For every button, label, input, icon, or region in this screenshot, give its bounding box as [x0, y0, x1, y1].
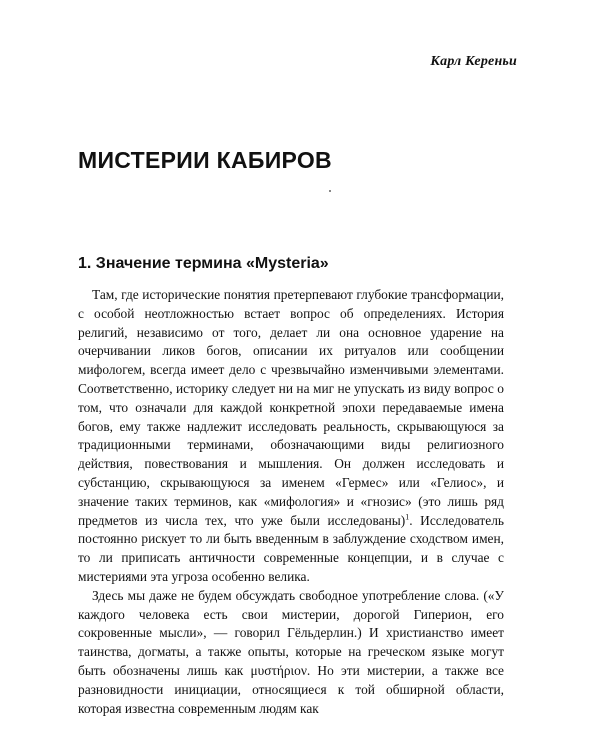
paragraph-1-text: Там, где исторические понятия претерпевают глубокие трансформации, с особой неотложностью встает вопрос об определениях. История религий, независимо от того, делает ли она основное ударение на очерчивании ликов богов, описании их ритуалов или сообщении мифологем, всегда имеет дело с чрезвычайно изменчивыми элементами. Соответственно, историку следует ни на миг не упускать из виду вопрос о том, что означали для каждой конкретной эпохи передаваемые имена богов, ему также надлежит исследовать реальность, скрывающуюся за традиционными терминами, обозначающими виды религиозного действия, повествования и мышления. Он должен исследовать и субстанцию, скрывающуюся за именем «Гермес» или «Гелиос», и значение таких терминов, как «мифология» и «гнозис» (это лишь ряд предметов из числа тех, что уже были исследованы) [78, 287, 504, 528]
chapter-title: МИСТЕРИИ КАБИРОВ [78, 147, 332, 173]
print-speck [329, 190, 331, 192]
paragraph-1 [78, 286, 504, 587]
paragraph-1-text-continued: . Исследователь постоянно рискует то ли быть введенным в заблуждение сходством имен, то ли приписать античности современные концепции, и в случае с мистериями эта угроза особенно велика. [78, 512, 504, 584]
paragraph-2 [78, 587, 504, 719]
footnote-marker[interactable]: 1 [405, 512, 410, 522]
running-header-author: Карл Кереньи [430, 54, 517, 69]
section-title: 1. Значение термина «Mysteria» [78, 255, 329, 272]
body-text [78, 286, 504, 718]
paragraph-2-text: Здесь мы даже не будем обсуждать свободное употребление слова. («У каждого человека есть свои мистерии, дорогой Гиперион, его сокровенные мысли», — говорил Гёльдерлин.) И христианство имеет таинства, догматы, а также опыты, которые на греческом языке могут быть обозначены лишь как μυστήριον. Но эти мистерии, а также все разновидности инициации, относящиеся к той обширной области, которая известна современным людям как [78, 587, 504, 716]
